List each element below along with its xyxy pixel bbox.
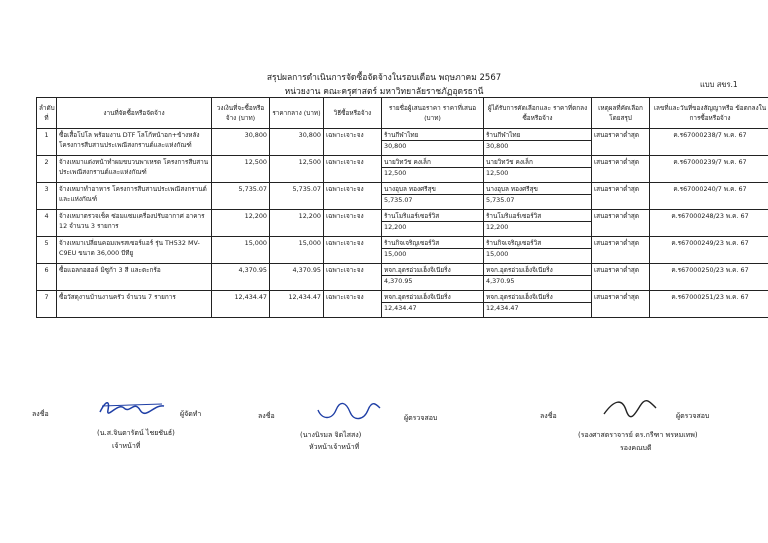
table-row [37, 291, 768, 318]
table-row [37, 129, 768, 156]
procurement-method [324, 237, 382, 264]
contract-number [650, 129, 768, 156]
winner-info [484, 210, 592, 237]
row-number [37, 237, 57, 264]
document-title: สรุปผลการดำเนินการจัดซื้อจัดจ้างในรอบเดือน พฤษภาคม 2567 [266, 73, 502, 83]
procurement-method [324, 156, 382, 183]
header-cell: วิธีซื้อหรือจ้าง [324, 98, 382, 129]
document-subtitle: หน่วยงาน คณะครุศาสตร์ มหาวิทยาลัยราชภัฏอุดรธานี [284, 87, 484, 97]
winner-info-text: ร้านโมริแอร์เซอร์วิส [486, 212, 542, 220]
winner-info [484, 237, 592, 264]
bidder-info [382, 129, 484, 156]
winner-info-text: นางอุบล ทองศรีสุข [486, 185, 538, 193]
budget-amount-text: 12,200 [244, 212, 267, 220]
item-description [57, 237, 212, 264]
bidder-info-price: 5,735.07 [382, 194, 483, 205]
bidder-info-price: 4,370.95 [382, 275, 483, 286]
row-number-text: 2 [44, 158, 49, 166]
median-price [270, 237, 324, 264]
contract-number [650, 237, 768, 264]
item-description-text: ซื้อเสื้อโปโล พร้อมงาน DTF โลโก้หน้าอก+ข้างหลัง โครงการสืบสานประเพณีสงกรานต์และแห่งกัณฑ์ [59, 131, 200, 149]
bidder-info-price: 30,800 [382, 140, 483, 151]
header-cell: เลขที่และวันที่ของสัญญาหรือ ข้อตกลงในการซื้อหรือจ้าง [650, 98, 768, 129]
winner-info-price: 30,800 [484, 140, 591, 151]
selection-reason-text: เสนอราคาต่ำสุด [594, 239, 639, 247]
contract-number [650, 264, 768, 291]
selection-reason [592, 156, 650, 183]
table-header-row [37, 98, 768, 129]
sig1-label-right: ผู้จัดทำ [180, 410, 202, 418]
budget-amount [212, 129, 270, 156]
item-description [57, 156, 212, 183]
row-number-text: 7 [44, 293, 49, 301]
budget-amount-text: 4,370.95 [238, 266, 267, 274]
budget-amount [212, 210, 270, 237]
winner-info-price: 12,434.47 [484, 302, 591, 313]
item-description-text: ซื้อวัสดุงานบ้านงานครัว จำนวน 7 รายการ [59, 293, 176, 301]
contract-number-text: ค.ร67000240/7 พ.ค. 67 [673, 185, 747, 193]
selection-reason-text: เสนอราคาต่ำสุด [594, 293, 639, 301]
median-price [270, 264, 324, 291]
bidder-info-text: หจก.อุดรอ่วมเฮ็งจิเนียริ่ง [384, 266, 451, 274]
selection-reason [592, 210, 650, 237]
contract-number [650, 183, 768, 210]
contract-number [650, 156, 768, 183]
item-description [57, 183, 212, 210]
row-number-text: 1 [44, 131, 49, 139]
bidder-info-price: 12,434.47 [382, 302, 483, 313]
winner-info [484, 291, 592, 318]
bidder-info [382, 291, 484, 318]
budget-amount [212, 183, 270, 210]
contract-number-text: ค.ร67000251/23 พ.ค. 67 [671, 293, 749, 301]
median-price-text: 12,500 [298, 158, 321, 166]
procurement-table [36, 97, 768, 318]
winner-info [484, 156, 592, 183]
item-description-text: จ้างเหมาเปลี่ยนคอมเพรสเซอร์แอร์ รุ่น TH532 MV-C9EU ขนาด 36,000 บีทียู [59, 239, 200, 257]
median-price-text: 12,200 [298, 212, 321, 220]
item-description-text: จ้างเหมาทำอาหาร โครงการสืบสานประเพณีสงกรานต์และแห่งกัณฑ์ [59, 185, 207, 203]
row-number-text: 5 [44, 239, 49, 247]
item-description [57, 264, 212, 291]
contract-number-text: ค.ร67000239/7 พ.ค. 67 [673, 158, 747, 166]
bidder-info-text: นายวิทวัช คงเล็ก [384, 158, 431, 166]
contract-number-text: ค.ร67000250/23 พ.ค. 67 [671, 266, 749, 274]
table-row [37, 210, 768, 237]
bidder-info [382, 210, 484, 237]
sig2-position: หัวหน้าเจ้าหน้าที่ [309, 443, 360, 451]
median-price [270, 210, 324, 237]
median-price-text: 30,800 [298, 131, 321, 139]
procurement-method-text: เฉพาะเจาะจง [326, 185, 364, 193]
selection-reason-text: เสนอราคาต่ำสุด [594, 266, 639, 274]
winner-info-price: 5,735.07 [484, 194, 591, 205]
row-number [37, 210, 57, 237]
bidder-info-text: นางอุบล ทองศรีสุข [384, 185, 436, 193]
median-price [270, 129, 324, 156]
bidder-info-text: ร้านกีฬาไทย [384, 131, 419, 139]
sig2-name: (นางนิรมล จิตไสสง) [300, 431, 362, 439]
contract-number [650, 210, 768, 237]
sig1-position: เจ้าหน้าที่ [112, 442, 141, 450]
item-description [57, 210, 212, 237]
median-price [270, 156, 324, 183]
budget-amount [212, 156, 270, 183]
bidder-info [382, 156, 484, 183]
median-price-text: 12,434.47 [288, 293, 321, 301]
procurement-method-text: เฉพาะเจาะจง [326, 212, 364, 220]
row-number-text: 3 [44, 185, 49, 193]
budget-amount-text: 30,800 [244, 131, 267, 139]
procurement-method [324, 210, 382, 237]
budget-amount [212, 264, 270, 291]
bidder-info-text: ร้านกิจเจริญเซอร์วิส [384, 239, 440, 247]
bidder-info-price: 12,500 [382, 167, 483, 178]
sig3-name: (รองศาสตราจารย์ ดร.กรีฑา พรหมเทพ) [578, 431, 698, 439]
table-row [37, 156, 768, 183]
header-cell: ลำดับที่ [37, 98, 57, 129]
contract-number-text: ค.ร67000238/7 พ.ค. 67 [673, 131, 747, 139]
bidder-info-text: ร้านโมริแอร์เซอร์วิส [384, 212, 440, 220]
procurement-method [324, 183, 382, 210]
median-price-text: 4,370.95 [292, 266, 321, 274]
median-price-text: 5,735.07 [292, 185, 321, 193]
winner-info-price: 4,370.95 [484, 275, 591, 286]
sig3-position: รองคณบดี [620, 444, 652, 452]
item-description [57, 129, 212, 156]
median-price [270, 183, 324, 210]
winner-info-price: 15,000 [484, 248, 591, 259]
selection-reason-text: เสนอราคาต่ำสุด [594, 212, 639, 220]
winner-info [484, 129, 592, 156]
sig1-label-left: ลงชื่อ [32, 410, 49, 418]
budget-amount-text: 5,735.07 [238, 185, 267, 193]
sig2-label-left: ลงชื่อ [258, 412, 275, 420]
selection-reason-text: เสนอราคาต่ำสุด [594, 158, 639, 166]
bidder-info-price: 15,000 [382, 248, 483, 259]
budget-amount-text: 12,434.47 [234, 293, 267, 301]
median-price-text: 15,000 [298, 239, 321, 247]
row-number-text: 4 [44, 212, 49, 220]
bidder-info [382, 264, 484, 291]
winner-info-text: นายวิทวัช คงเล็ก [486, 158, 533, 166]
signature-1-icon [96, 398, 168, 418]
item-description-text: ซื้อแอลกอฮอล์ มิซูก้า 3 สี และตะกร้อ [59, 266, 161, 274]
item-description [57, 291, 212, 318]
procurement-method-text: เฉพาะเจาะจง [326, 158, 364, 166]
sig2-label-right: ผู้ตรวจสอบ [404, 414, 438, 422]
bidder-info-price: 12,200 [382, 221, 483, 232]
contract-number-text: ค.ร67000249/23 พ.ค. 67 [671, 239, 749, 247]
selection-reason-text: เสนอราคาต่ำสุด [594, 185, 639, 193]
header-cell: รายชื่อผู้เสนอราคา ราคาที่เสนอ (บาท) [382, 98, 484, 129]
header-cell: เหตุผลที่คัดเลือก โดยสรุป [592, 98, 650, 129]
item-description-text: จ้างเหมาตรวจเช็ค ซ่อมแซมเครื่องปรับอากาศ อาคาร 12 จำนวน 3 รายการ [59, 212, 205, 230]
procurement-method-text: เฉพาะเจาะจง [326, 266, 364, 274]
budget-amount [212, 291, 270, 318]
procurement-method-text: เฉพาะเจาะจง [326, 293, 364, 301]
procurement-method [324, 291, 382, 318]
winner-info-price: 12,500 [484, 167, 591, 178]
header-cell: ราคากลาง (บาท) [270, 98, 324, 129]
table-row [37, 183, 768, 210]
row-number [37, 291, 57, 318]
item-description-text: จ้างเหมาแต่งหน้าทำผมขบวนพาเหรด โครงการสืบสานประเพณีสงกรานต์และแห่งกัณฑ์ [59, 158, 209, 176]
table-row [37, 237, 768, 264]
header-cell: ผู้ได้รับการคัดเลือกและ ราคาที่ตกลงซื้อหรือจ้าง [484, 98, 592, 129]
procurement-method [324, 129, 382, 156]
signature-2-icon [314, 400, 384, 422]
form-code: แบบ สขร.1 [700, 80, 738, 89]
winner-info-text: หจก.อุดรอ่วมเฮ็งจิเนียริ่ง [486, 266, 553, 274]
procurement-method-text: เฉพาะเจาะจง [326, 131, 364, 139]
median-price [270, 291, 324, 318]
row-number [37, 183, 57, 210]
procurement-method-text: เฉพาะเจาะจง [326, 239, 364, 247]
bidder-info [382, 183, 484, 210]
budget-amount [212, 237, 270, 264]
row-number-text: 6 [44, 266, 49, 274]
sig3-label-right: ผู้ตรวจสอบ [676, 412, 710, 420]
winner-info-text: ร้านกีฬาไทย [486, 131, 521, 139]
selection-reason [592, 237, 650, 264]
selection-reason-text: เสนอราคาต่ำสุด [594, 131, 639, 139]
selection-reason [592, 291, 650, 318]
procurement-method [324, 264, 382, 291]
contract-number [650, 291, 768, 318]
sig3-label-left: ลงชื่อ [540, 412, 557, 420]
winner-info [484, 264, 592, 291]
row-number [37, 156, 57, 183]
signature-3-icon [600, 396, 660, 420]
winner-info-price: 12,200 [484, 221, 591, 232]
budget-amount-text: 12,500 [244, 158, 267, 166]
selection-reason [592, 264, 650, 291]
header-cell: งานที่จัดซื้อหรือจัดจ้าง [57, 98, 212, 129]
selection-reason [592, 129, 650, 156]
bidder-info [382, 237, 484, 264]
bidder-info-text: หจก.อุดรอ่วมเฮ็งจิเนียริ่ง [384, 293, 451, 301]
winner-info-text: หจก.อุดรอ่วมเฮ็งจิเนียริ่ง [486, 293, 553, 301]
winner-info-text: ร้านกิจเจริญเซอร์วิส [486, 239, 542, 247]
row-number [37, 129, 57, 156]
sig1-name: (น.ส.จินตารัตน์ ไชยชันธ์) [97, 429, 175, 437]
row-number [37, 264, 57, 291]
header-cell: วงเงินที่จะซื้อหรือจ้าง (บาท) [212, 98, 270, 129]
budget-amount-text: 15,000 [244, 239, 267, 247]
selection-reason [592, 183, 650, 210]
winner-info [484, 183, 592, 210]
contract-number-text: ค.ร67000248/23 พ.ค. 67 [671, 212, 749, 220]
table-row [37, 264, 768, 291]
